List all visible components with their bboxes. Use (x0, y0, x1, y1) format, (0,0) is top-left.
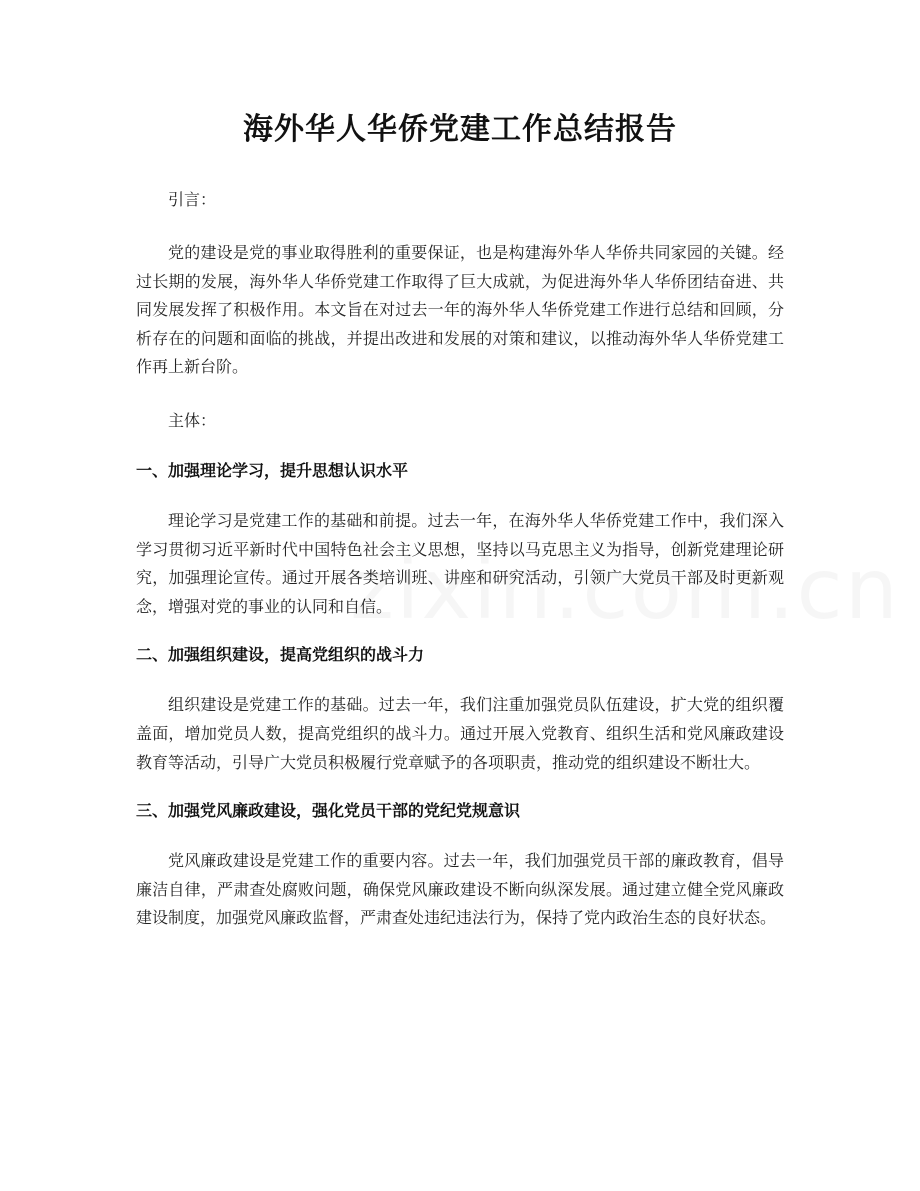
document-title: 海外华人华侨党建工作总结报告 (243, 112, 677, 147)
section-heading-1: 一、加强理论学习，提升思想认识水平 (136, 460, 409, 480)
section-paragraph-2: 组织建设是党建工作的基础。过去一年，我们注重加强党员队伍建设，扩大党的组织覆盖面，增加党员人数，提高党组织的战斗力。通过开展入党教育、组织生活和党风廉政建设教育等活动，引导广大党员积极履行党章赋予的各项职责，推动党的组织建设不断壮大。 (136, 695, 784, 772)
section-heading-2: 二、加强组织建设，提高党组织的战斗力 (136, 645, 425, 665)
intro-label: 引言： (168, 190, 217, 209)
section-paragraph-3: 党风廉政建设是党建工作的重要内容。过去一年，我们加强党员干部的廉政教育，倡导廉洁自律，严肃查处腐败问题，确保党风廉政建设不断向纵深发展。通过建立健全党风廉政建设制度，加强党风廉政监督，严肃查处违纪违法行为，保持了党内政治生态的良好状态。 (136, 851, 784, 928)
section-paragraph-1: 理论学习是党建工作的基础和前提。过去一年，在海外华人华侨党建工作中，我们深入学习贯彻习近平新时代中国特色社会主义思想，坚持以马克思主义为指导，创新党建理论研究，加强理论宣传。通过开展各类培训班、讲座和研究活动，引领广大党员干部及时更新观念，增强对党的事业的认同和自信。 (136, 510, 784, 616)
body-label: 主体： (168, 410, 217, 430)
intro-paragraph: 党的建设是党的事业取得胜利的重要保证，也是构建海外华人华侨共同家园的关键。经过长期的发展，海外华人华侨党建工作取得了巨大成就，为促进海外华人华侨团结奋进、共同发展发挥了积极作用。本文旨在对过去一年的海外华人华侨党建工作进行总结和回顾，分析存在的问题和面临的挑战，并提出改进和发展的对策和建议，以推动海外华人华侨党建工作再上新台阶。 (136, 243, 784, 377)
document-body (136, 186, 784, 933)
section-heading-3: 三、加强党风廉政建设，强化党员干部的党纪党规意识 (136, 801, 521, 821)
